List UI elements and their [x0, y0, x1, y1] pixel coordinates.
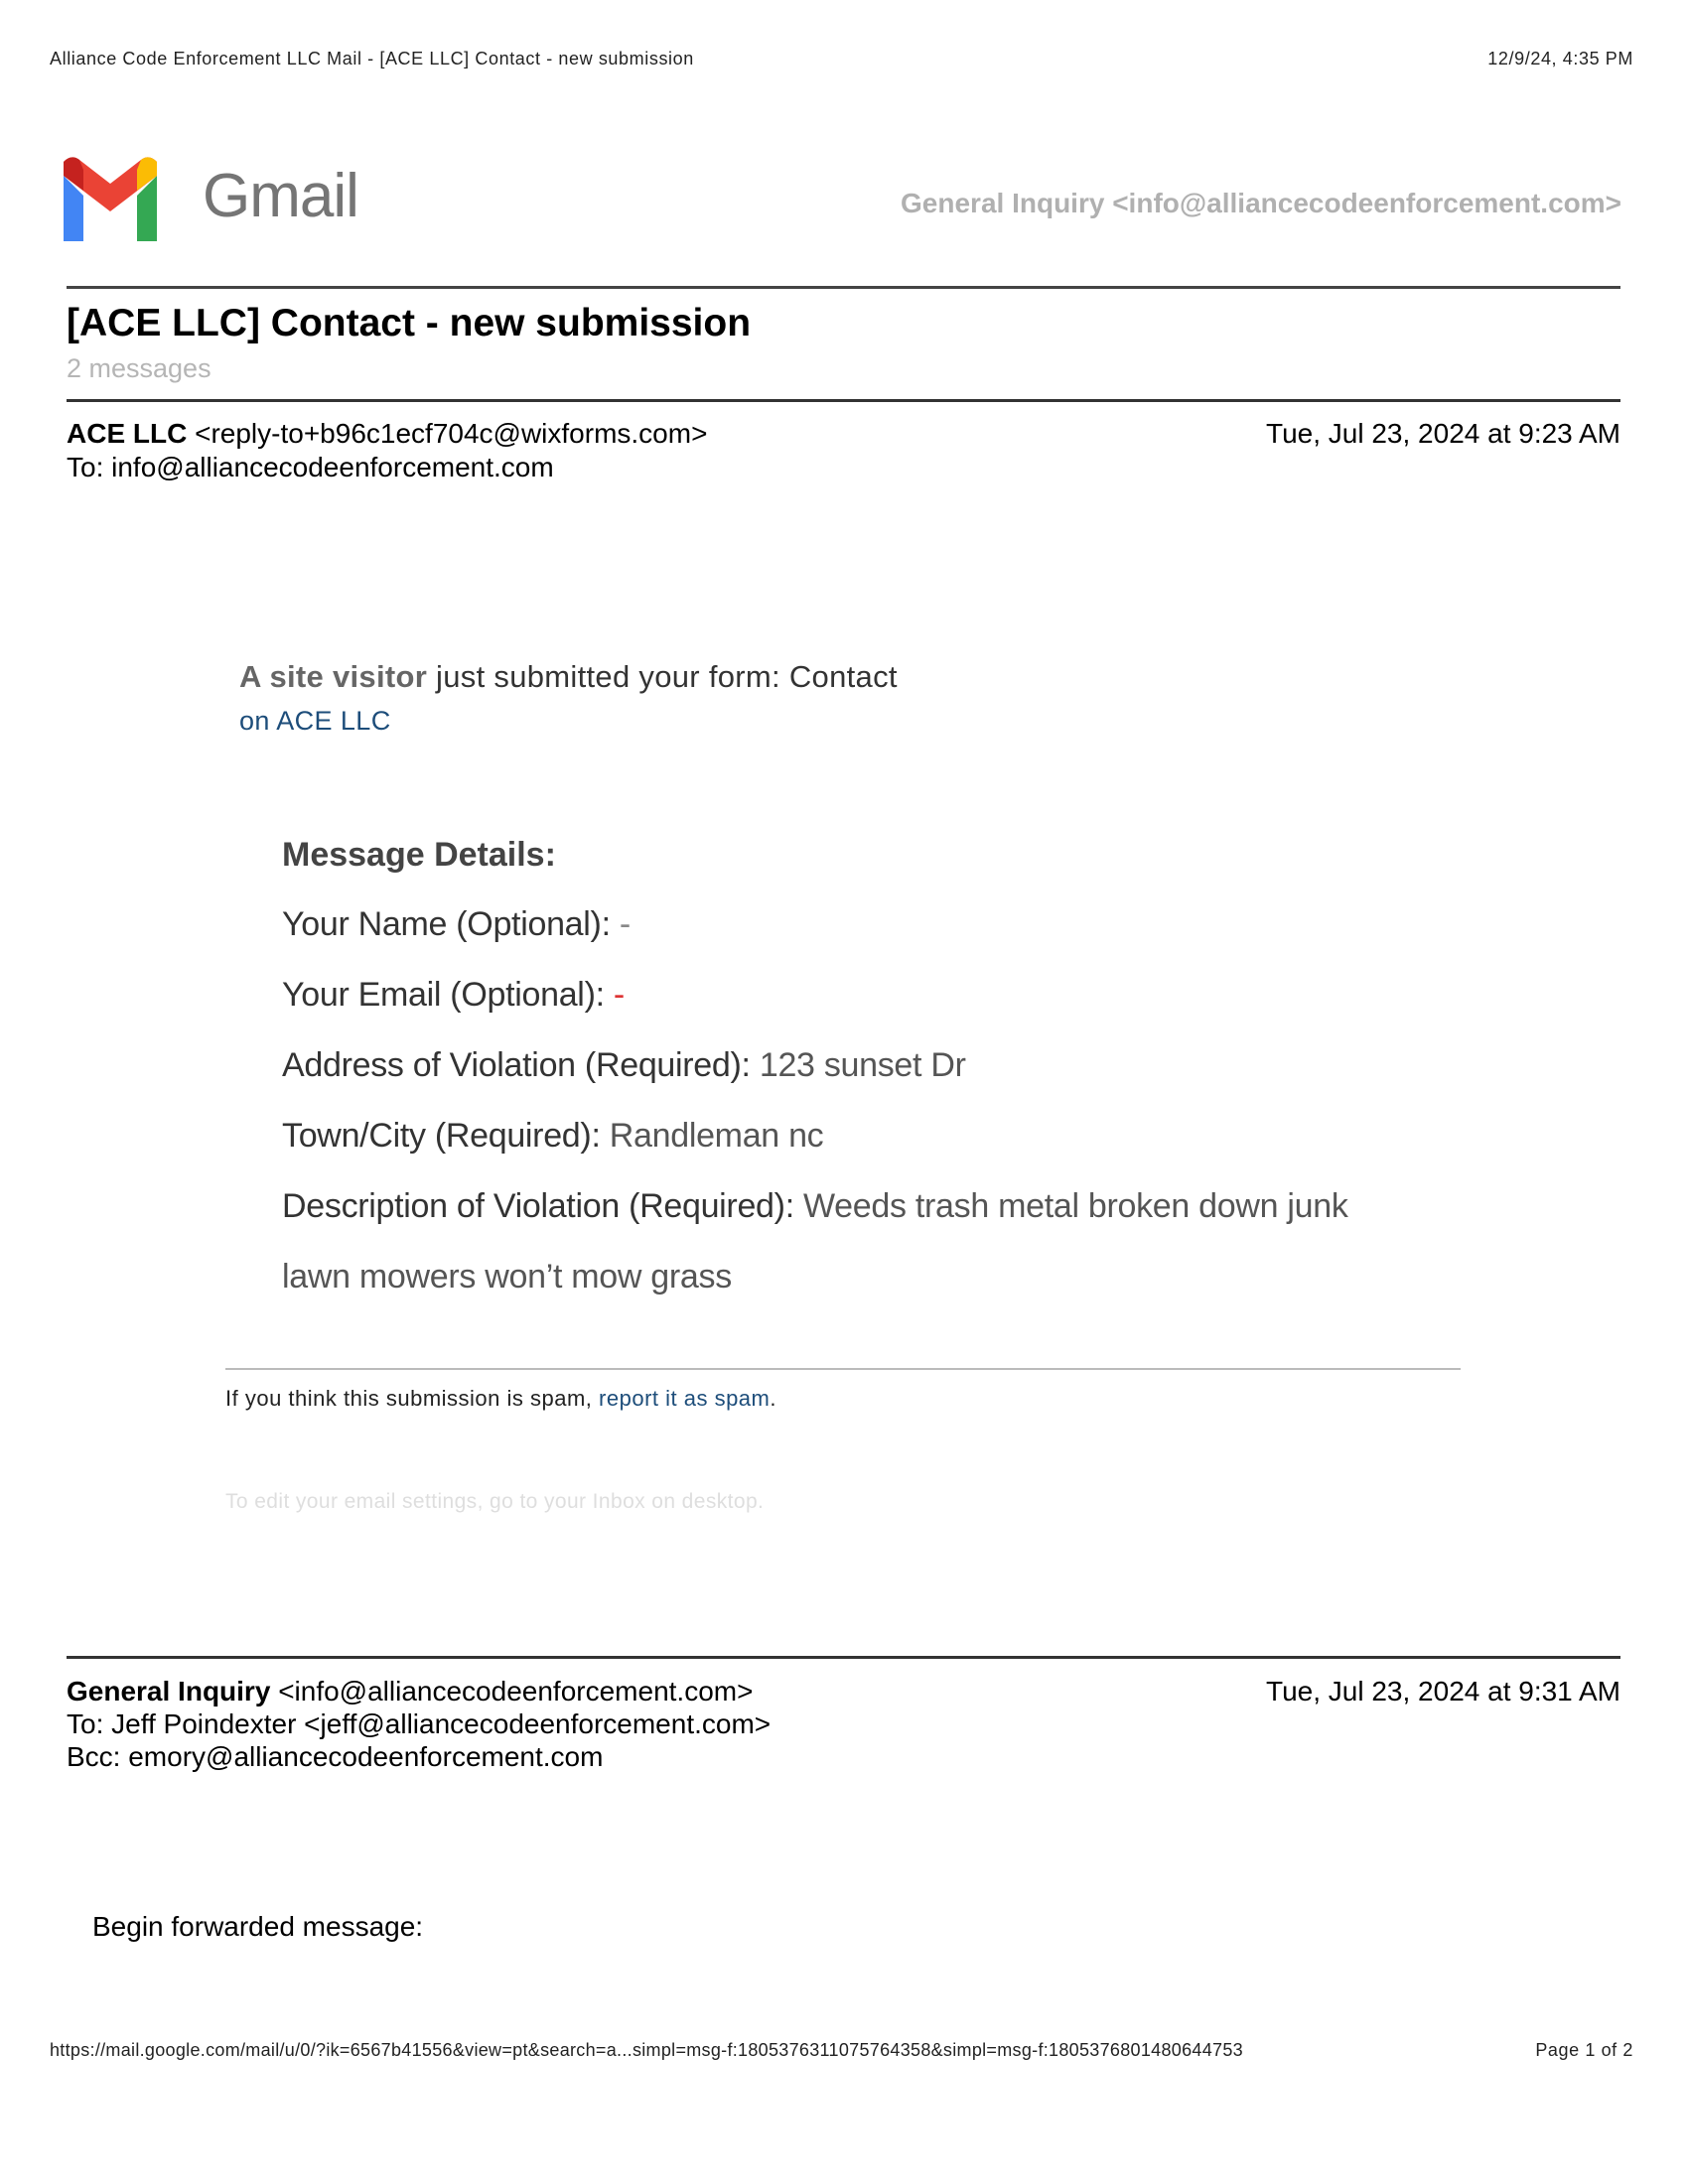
- divider: [67, 399, 1620, 402]
- sender-name: General Inquiry: [67, 1676, 271, 1706]
- report-spam-link[interactable]: report it as spam: [599, 1386, 771, 1411]
- field-value: 123 sunset Dr: [759, 1046, 966, 1084]
- sender-email: <info@alliancecodeenforcement.com>: [278, 1676, 754, 1706]
- intro-strong: A site visitor: [239, 659, 428, 694]
- field-value: Weeds trash metal broken down junk: [802, 1187, 1348, 1225]
- print-header-title: Alliance Code Enforcement LLC Mail - [ACE LLC] Contact - new submission: [50, 49, 694, 68]
- field-name: [282, 905, 631, 944]
- message1-date: Tue, Jul 23, 2024 at 9:23 AM: [1266, 418, 1620, 449]
- gmail-wordmark: Gmail: [203, 162, 358, 230]
- spam-period: .: [770, 1386, 776, 1411]
- details-title: Message Details:: [282, 836, 556, 874]
- form-intro: [239, 659, 898, 695]
- intro-rest: just submitted your form: Contact: [427, 659, 898, 694]
- message1-sender: [67, 418, 707, 450]
- field-email: [282, 976, 625, 1015]
- thread-subject: [ACE LLC] Contact - new submission: [67, 302, 752, 344]
- field-label: Your Email (Optional):: [282, 976, 614, 1014]
- field-value: lawn mowers won’t mow grass: [282, 1258, 732, 1296]
- field-town: [282, 1117, 823, 1156]
- field-label: Town/City (Required):: [282, 1117, 610, 1155]
- account-label: General Inquiry <info@alliancecodeenforcement.com>: [901, 188, 1621, 218]
- spam-text: If you think this submission is spam,: [225, 1386, 600, 1411]
- message2-date: Tue, Jul 23, 2024 at 9:31 AM: [1266, 1676, 1620, 1706]
- field-description: [282, 1187, 1348, 1226]
- message2-bcc: Bcc: emory@alliancecodeenforcement.com: [67, 1741, 604, 1772]
- print-footer-page: Page 1 of 2: [1535, 2040, 1633, 2060]
- sender-name: ACE LLC: [67, 418, 188, 449]
- form-site: on ACE LLC: [239, 706, 391, 736]
- message1-to: To: info@alliancecodeenforcement.com: [67, 452, 554, 482]
- field-address: [282, 1046, 966, 1085]
- divider: [67, 1656, 1620, 1659]
- gmail-m-icon: [56, 154, 165, 248]
- print-footer-url: https://mail.google.com/mail/u/0/?ik=6567b41556&view=pt&search=a...simpl=msg-f:1805376311075764358&simpl=msg-f:1805376801480644753: [50, 2040, 1243, 2060]
- divider: [225, 1368, 1461, 1370]
- print-header-timestamp: 12/9/24, 4:35 PM: [1487, 49, 1633, 68]
- message2-to: To: Jeff Poindexter <jeff@alliancecodeenforcement.com>: [67, 1708, 772, 1739]
- field-label: Address of Violation (Required):: [282, 1046, 760, 1084]
- spam-notice: [225, 1386, 776, 1412]
- forwarded-label: Begin forwarded message:: [92, 1911, 424, 1942]
- message2-sender: [67, 1676, 753, 1707]
- field-label: Your Name (Optional):: [282, 905, 620, 943]
- field-description-cont: [282, 1258, 732, 1297]
- divider: [67, 286, 1620, 289]
- field-label: Description of Violation (Required):: [282, 1187, 803, 1225]
- edit-settings-note: To edit your email settings, go to your Inbox on desktop.: [225, 1490, 765, 1513]
- message-count: 2 messages: [67, 353, 211, 383]
- field-value: -: [613, 976, 625, 1014]
- field-value: Randleman nc: [609, 1117, 824, 1155]
- sender-email: <reply-to+b96c1ecf704c@wixforms.com>: [195, 418, 708, 449]
- field-value: -: [619, 905, 631, 943]
